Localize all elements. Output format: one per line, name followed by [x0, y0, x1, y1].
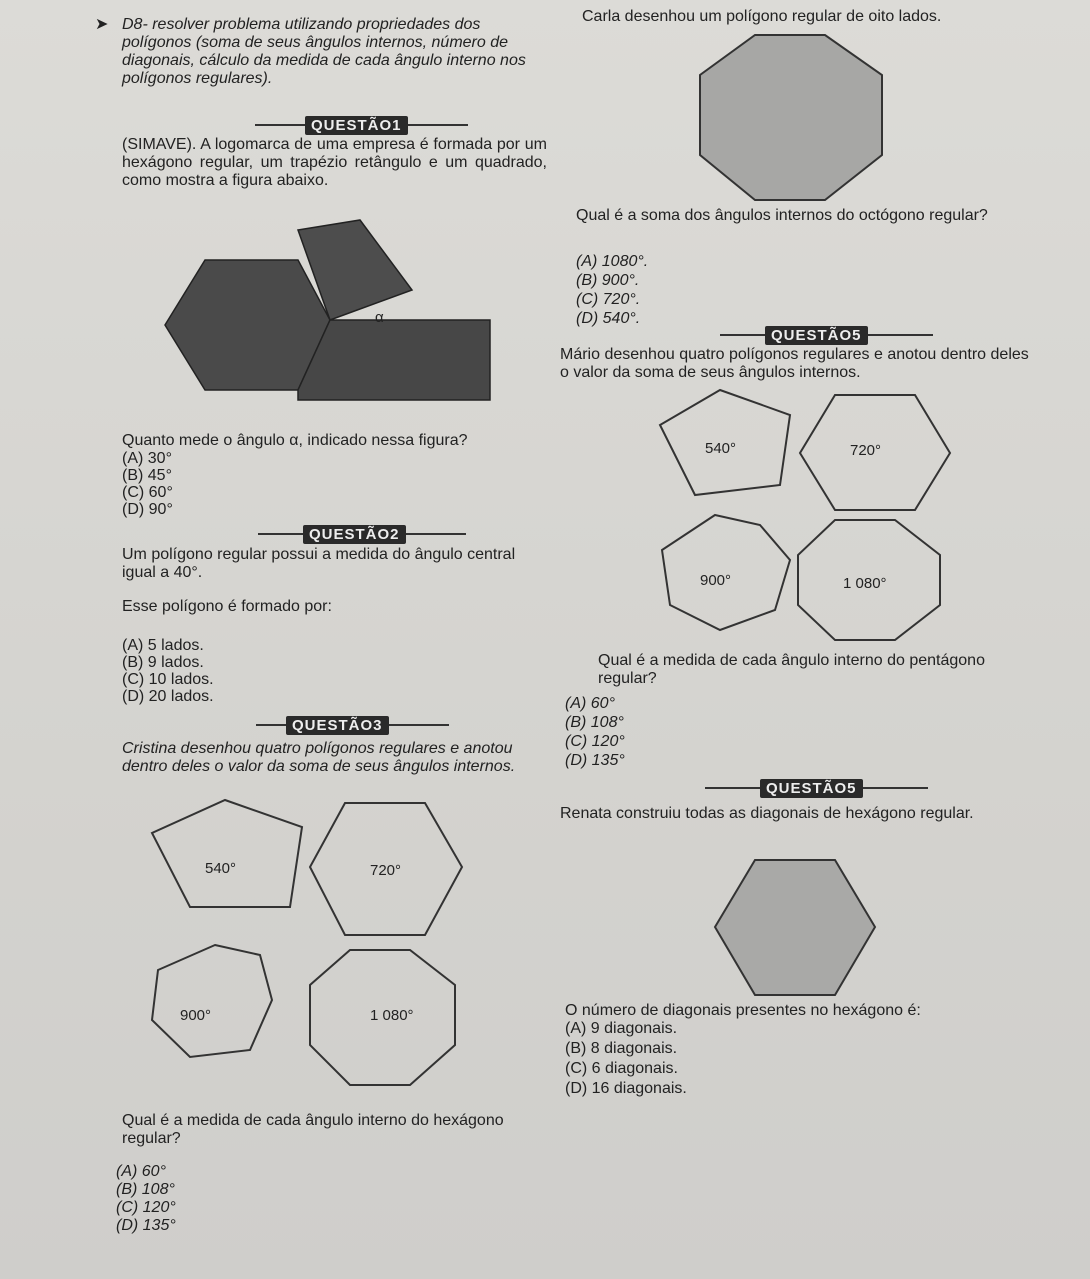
trapezoid-shape	[298, 320, 490, 400]
question-2-prompt: Esse polígono é formado por:	[122, 598, 332, 615]
q1-option-a[interactable]: (A) 30°	[122, 450, 172, 467]
hexagon-figure	[705, 855, 885, 1000]
question-1-label: QUESTÃO1	[305, 116, 408, 135]
q3-hexagon-sum: 720°	[370, 862, 402, 879]
q2-option-d[interactable]: (D) 20 lados.	[122, 688, 214, 705]
q4-option-a[interactable]: (A) 1080°.	[576, 253, 649, 270]
question-5a-tag	[720, 325, 933, 345]
q5-polygons	[650, 385, 960, 655]
hexagon-shape	[165, 260, 330, 390]
question-3-tag	[256, 715, 449, 735]
angle-alpha-label: α	[375, 309, 384, 326]
octagon-shape	[700, 35, 882, 200]
question-1-prompt: Quanto mede o ângulo α, indicado nessa figura?	[122, 432, 468, 449]
logo-figure	[150, 210, 500, 420]
q4-option-c[interactable]: (C) 720°.	[576, 291, 641, 308]
question-3-text: Cristina desenhou quatro polígonos regulares e anotou dentro deles o valor da soma de seus ângulos internos.	[122, 740, 516, 775]
q5b-option-c[interactable]: (C) 6 diagonais.	[565, 1060, 678, 1077]
q5a-option-b[interactable]: (B) 108°	[565, 714, 624, 731]
q1-option-c[interactable]: (C) 60°	[122, 484, 173, 501]
question-5a-label: QUESTÃO5	[765, 326, 868, 345]
header-bullet: ➤	[95, 16, 109, 33]
q1-option-b[interactable]: (B) 45°	[122, 467, 172, 484]
question-1-tag	[255, 115, 468, 135]
question-4-text: Carla desenhou um polígono regular de oito lados.	[582, 8, 942, 25]
q5b-option-b[interactable]: (B) 8 diagonais.	[565, 1040, 678, 1057]
q4-option-d[interactable]: (D) 540°.	[576, 310, 641, 327]
question-2-tag	[258, 524, 466, 544]
descriptor-text: D8- resolver problema utilizando propriedades dos polígonos (soma de seus ângulos internos, número de diagonais, cálculo da medida de cada ângulo interno nos polígonos regulares).	[122, 16, 526, 87]
q5-pentagon-sum: 540°	[705, 440, 737, 457]
q5a-option-d[interactable]: (D) 135°	[565, 752, 625, 769]
q3-option-a[interactable]: (A) 60°	[116, 1163, 166, 1180]
q5b-option-d[interactable]: (D) 16 diagonais.	[565, 1080, 687, 1097]
q3-heptagon-sum: 900°	[180, 1007, 212, 1024]
q3-polygons	[140, 795, 480, 1105]
q5a-option-c[interactable]: (C) 120°	[565, 733, 625, 750]
q2-option-b[interactable]: (B) 9 lados.	[122, 654, 204, 671]
q2-option-a[interactable]: (A) 5 lados.	[122, 637, 204, 654]
question-2-text: Um polígono regular possui a medida do ângulo central igual a 40°.	[122, 546, 516, 581]
q3-pentagon-sum: 540°	[205, 860, 237, 877]
question-4-prompt: Qual é a soma dos ângulos internos do octógono regular?	[576, 207, 988, 224]
q3-heptagon	[152, 945, 272, 1057]
question-5b-prompt: O número de diagonais presentes no hexágono é:	[565, 1002, 921, 1019]
q3-pentagon	[152, 800, 302, 907]
question-3-prompt: Qual é a medida de cada ângulo interno do hexágono regular?	[122, 1112, 504, 1147]
question-2-label: QUESTÃO2	[303, 525, 406, 544]
q4-option-b[interactable]: (B) 900°.	[576, 272, 640, 289]
q3-option-b[interactable]: (B) 108°	[116, 1181, 175, 1198]
question-5b-text: Renata construiu todas as diagonais de hexágono regular.	[560, 805, 974, 822]
q3-option-c[interactable]: (C) 120°	[116, 1199, 176, 1216]
question-5a-text: Mário desenhou quatro polígonos regulares e anotou dentro deles o valor da soma de seus ângulos internos.	[560, 346, 1029, 381]
question-1-text: (SIMAVE). A logomarca de uma empresa é formada por um hexágono regular, um trapézio retângulo e um quadrado, como mostra a figura abaixo.	[122, 136, 547, 189]
question-5a-prompt: Qual é a medida de cada ângulo interno do pentágono regular?	[598, 652, 985, 687]
q3-option-d[interactable]: (D) 135°	[116, 1217, 176, 1234]
q5-hexagon-sum: 720°	[850, 442, 882, 459]
q3-octagon-sum: 1 080°	[370, 1007, 414, 1024]
q2-option-c[interactable]: (C) 10 lados.	[122, 671, 214, 688]
question-5b-tag	[705, 778, 928, 798]
octagon-figure	[690, 30, 890, 205]
q1-option-d[interactable]: (D) 90°	[122, 501, 173, 518]
question-5b-label: QUESTÃO5	[760, 779, 863, 798]
q5b-option-a[interactable]: (A) 9 diagonais.	[565, 1020, 678, 1037]
q5a-option-a[interactable]: (A) 60°	[565, 695, 615, 712]
hexagon-diagonals-shape	[715, 860, 875, 995]
question-3-label: QUESTÃO3	[286, 716, 389, 735]
q5-octagon-sum: 1 080°	[843, 575, 887, 592]
q5-heptagon-sum: 900°	[700, 572, 732, 589]
